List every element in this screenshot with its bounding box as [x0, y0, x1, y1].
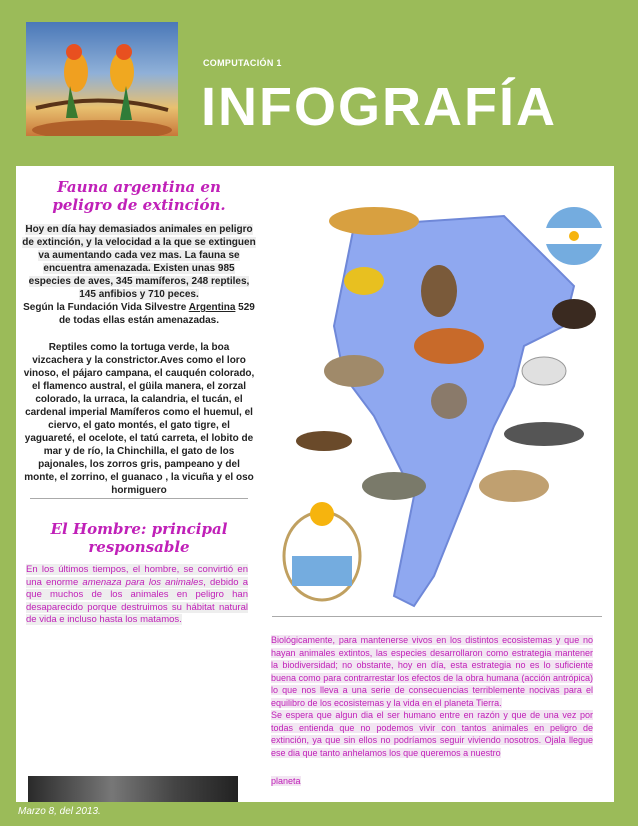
gray-fox-illustration [479, 470, 549, 502]
armadillo-illustration [362, 472, 426, 500]
heading-hombre: El Hombre: principal responsable [50, 520, 228, 556]
hombre-emphasis: amenaza para los animales [82, 576, 204, 588]
org-link[interactable]: Argentina [188, 302, 236, 313]
fox-illustration [414, 328, 484, 364]
bio-paragraph-2: Se espera que algun dia el ser humano entre en razón y que de una vez por todas entienda que no podemos vivir con tantos animales en peligro de extinción, ya que sin ellos no podríamos seguir viviendo nosotros. Ojala llegue ese dia que tanto anhelamos los que queremos a nuestro [271, 710, 593, 758]
bio-last-word: planeta [271, 776, 301, 786]
rhea-illustration [431, 383, 467, 419]
species-text: Reptiles como la tortuga verde, la boa vizcachera y la constrictor.Aves como el loro vinoso, el pájaro campana, el cauquén colorado, el flamenco austral, el güila manera, el zorzal colorado, la urraca, la calandria, el tucán, el cardenal imperial Mamíferos como el huemul, el ciervo, el gato montés, el gato tigre, el yaguareté, el ocelote, el tatú carreta, el lobito de mar y de río, la Chinchilla, el gato de los pajonales, los zorros gris, pampeano y del monte, el zorrino, el guanaco , la vicuña y el oso hormiguero [23, 342, 255, 496]
biology-text [271, 634, 593, 759]
footer-date: Marzo 8, del 2013. [18, 806, 101, 817]
intro-text [22, 223, 256, 327]
intro-org-suffix: 529 de todas ellas están amenazadas. [58, 302, 255, 326]
hombre-part-2: , debido a que muchos de los animales en peligro han desaparecido porque destruimos su hábitat natural de vida e incluso hasta los matamos. [26, 576, 248, 625]
divider-right [272, 616, 602, 617]
divider-left [30, 498, 248, 499]
anteater-illustration [504, 422, 584, 446]
owl-illustration [421, 265, 457, 317]
argentina-map-illustration [274, 196, 614, 616]
heading-fauna: Fauna argentina en peligro de extinción. [52, 178, 226, 214]
seal-illustration [522, 357, 566, 385]
intro-org-prefix: Según la Fundación Vida Silvestre [23, 302, 187, 313]
course-label: COMPUTACIÓN 1 [203, 58, 282, 68]
page-title: INFOGRAFÍA [201, 77, 557, 137]
bio-paragraph-1: Biológicamente, para mantenerse vivos en los distintos ecosistemas y que no hayan animales extintos, las especies desarrollaron como estrategia mantener la biodiversidad; no obstante, hoy en día, esta estrategia no es lo suficiente buena como para contrarrestar los efectos de la obra humana (acción antrópica) lo que nos lleva a una serie de consecuencias terriblemente nocivas para el equilibro de los ecosistemas y la vida en el planeta Tierra. [271, 635, 593, 708]
intro-paragraph-1: Hoy en día hay demasiados animales en peligro de extinción, y la velocidad a la que se extinguen va aumentando cada vez mas. La fauna se encuentra amenazada. Existen unas 985 especies de aves, 345 mamíferos, 248 reptiles, 145 anfibios y 710 peces. [22, 224, 256, 300]
hombre-text [26, 564, 248, 627]
parrots-photo [26, 22, 178, 136]
jaguar-illustration [329, 207, 419, 235]
parrots-illustration [26, 22, 178, 136]
hombre-part-1: En los últimos tiempos, el hombre, se convirtió en una enorme [26, 564, 248, 588]
yellow-bird-illustration [344, 267, 384, 295]
otter-illustration [296, 431, 352, 451]
content-panel [16, 166, 614, 802]
bottom-photo [28, 776, 238, 802]
wildcat-illustration [324, 355, 384, 387]
eagle-illustration [552, 299, 596, 329]
